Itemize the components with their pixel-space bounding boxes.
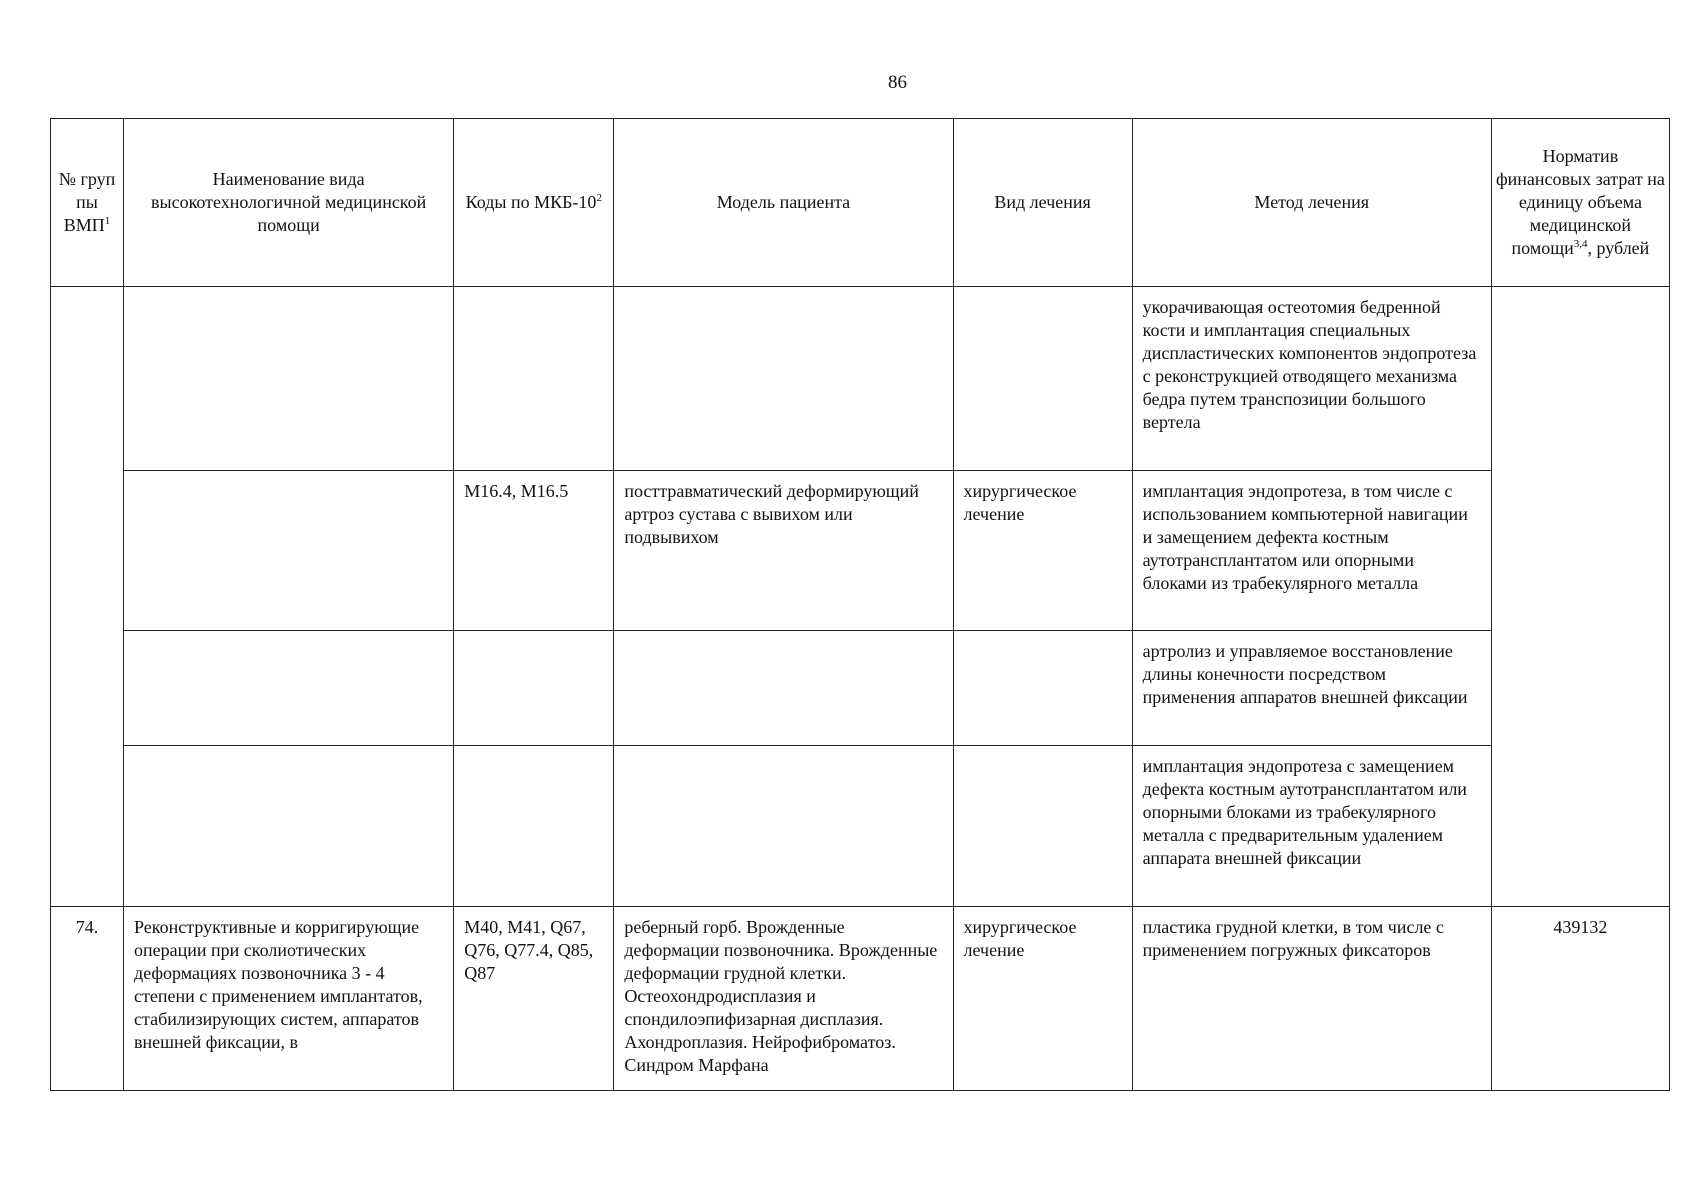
cell-treatment-type: [953, 287, 1132, 471]
table-row: [51, 631, 1670, 746]
cell-icd-codes: [454, 287, 614, 471]
cell-patient-model: [614, 287, 953, 471]
cell-vmp-name: [124, 471, 454, 631]
table-row: [51, 907, 1670, 1091]
cell-icd-codes: [454, 631, 614, 746]
cell-vmp-name: Реконструктивные и корригирующие операции при сколиотических деформациях позвоночника 3 - 4 степени с применением имплантатов, стабилизирующих систем, аппаратов внешней фиксации, в: [124, 907, 454, 1091]
header-patient-model: Модель пациента: [614, 119, 953, 287]
cell-vmp-name: [124, 631, 454, 746]
cell-icd-codes: M16.4, M16.5: [454, 471, 614, 631]
cell-cost-norm: 439132: [1491, 907, 1669, 1091]
header-group-number: № груп пы ВМП$^1$: [51, 119, 124, 287]
cell-treatment-type: хирургическое лечение: [953, 907, 1132, 1091]
vmp-table: [50, 118, 1670, 1091]
cell-treatment-method: пластика грудной клетки, в том числе с применением погружных фиксаторов: [1132, 907, 1491, 1091]
cell-cost-norm: [1491, 287, 1669, 907]
page-number: 86: [888, 72, 907, 93]
table-row: [51, 471, 1670, 631]
cell-icd-codes: M40, M41, Q67, Q76, Q77.4, Q85, Q87: [454, 907, 614, 1091]
cell-icd-codes: [454, 746, 614, 907]
cell-patient-model: реберный горб. Врожденные деформации позвоночника. Врожденные деформации грудной клетки. Остеохондродисплазия и спондилоэпифизарная дисплазия. Ахондроплазия. Нейрофиброматоз. Синдром Марфана: [614, 907, 953, 1091]
cell-group-number: 74.: [51, 907, 124, 1091]
cell-treatment-method: укорачивающая остеотомия бедренной кости и имплантация специальных диспластических компонентов эндопротеза с реконструкцией отводящего механизма бедра путем транспозиции большого вертела: [1132, 287, 1491, 471]
table-row: [51, 746, 1670, 907]
cell-group-number: [51, 287, 124, 907]
header-vmp-name: Наименование вида высокотехнологичной медицинской помощи: [124, 119, 454, 287]
cell-vmp-name: [124, 287, 454, 471]
cell-vmp-name: [124, 746, 454, 907]
cell-treatment-type: хирургическое лечение: [953, 471, 1132, 631]
header-icd-codes: Коды по МКБ-$10^2$: [454, 119, 614, 287]
cell-treatment-method: артролиз и управляемое восстановление длины конечности посредством применения аппаратов внешней фиксации: [1132, 631, 1491, 746]
cell-treatment-method: имплантация эндопротеза, в том числе с использованием компьютерной навигации и замещением дефекта костным аутотрансплантатом или опорными блоками из трабекулярного металла: [1132, 471, 1491, 631]
header-cost-norm: Норматив финансовых затрат на единицу объема медицинской помощи$^{3,4}$, рублей: [1491, 119, 1669, 287]
table-header-row: [51, 119, 1670, 287]
cell-treatment-type: [953, 746, 1132, 907]
cell-treatment-type: [953, 631, 1132, 746]
cell-patient-model: [614, 631, 953, 746]
cell-patient-model: посттравматический деформирующий артроз сустава с вывихом или подвывихом: [614, 471, 953, 631]
cell-patient-model: [614, 746, 953, 907]
table-row: [51, 287, 1670, 471]
header-treatment-type: Вид лечения: [953, 119, 1132, 287]
header-treatment-method: Метод лечения: [1132, 119, 1491, 287]
cell-treatment-method: имплантация эндопротеза с замещением дефекта костным аутотрансплантатом или опорными блоками из трабекулярного металла с предварительным удалением аппарата внешней фиксации: [1132, 746, 1491, 907]
